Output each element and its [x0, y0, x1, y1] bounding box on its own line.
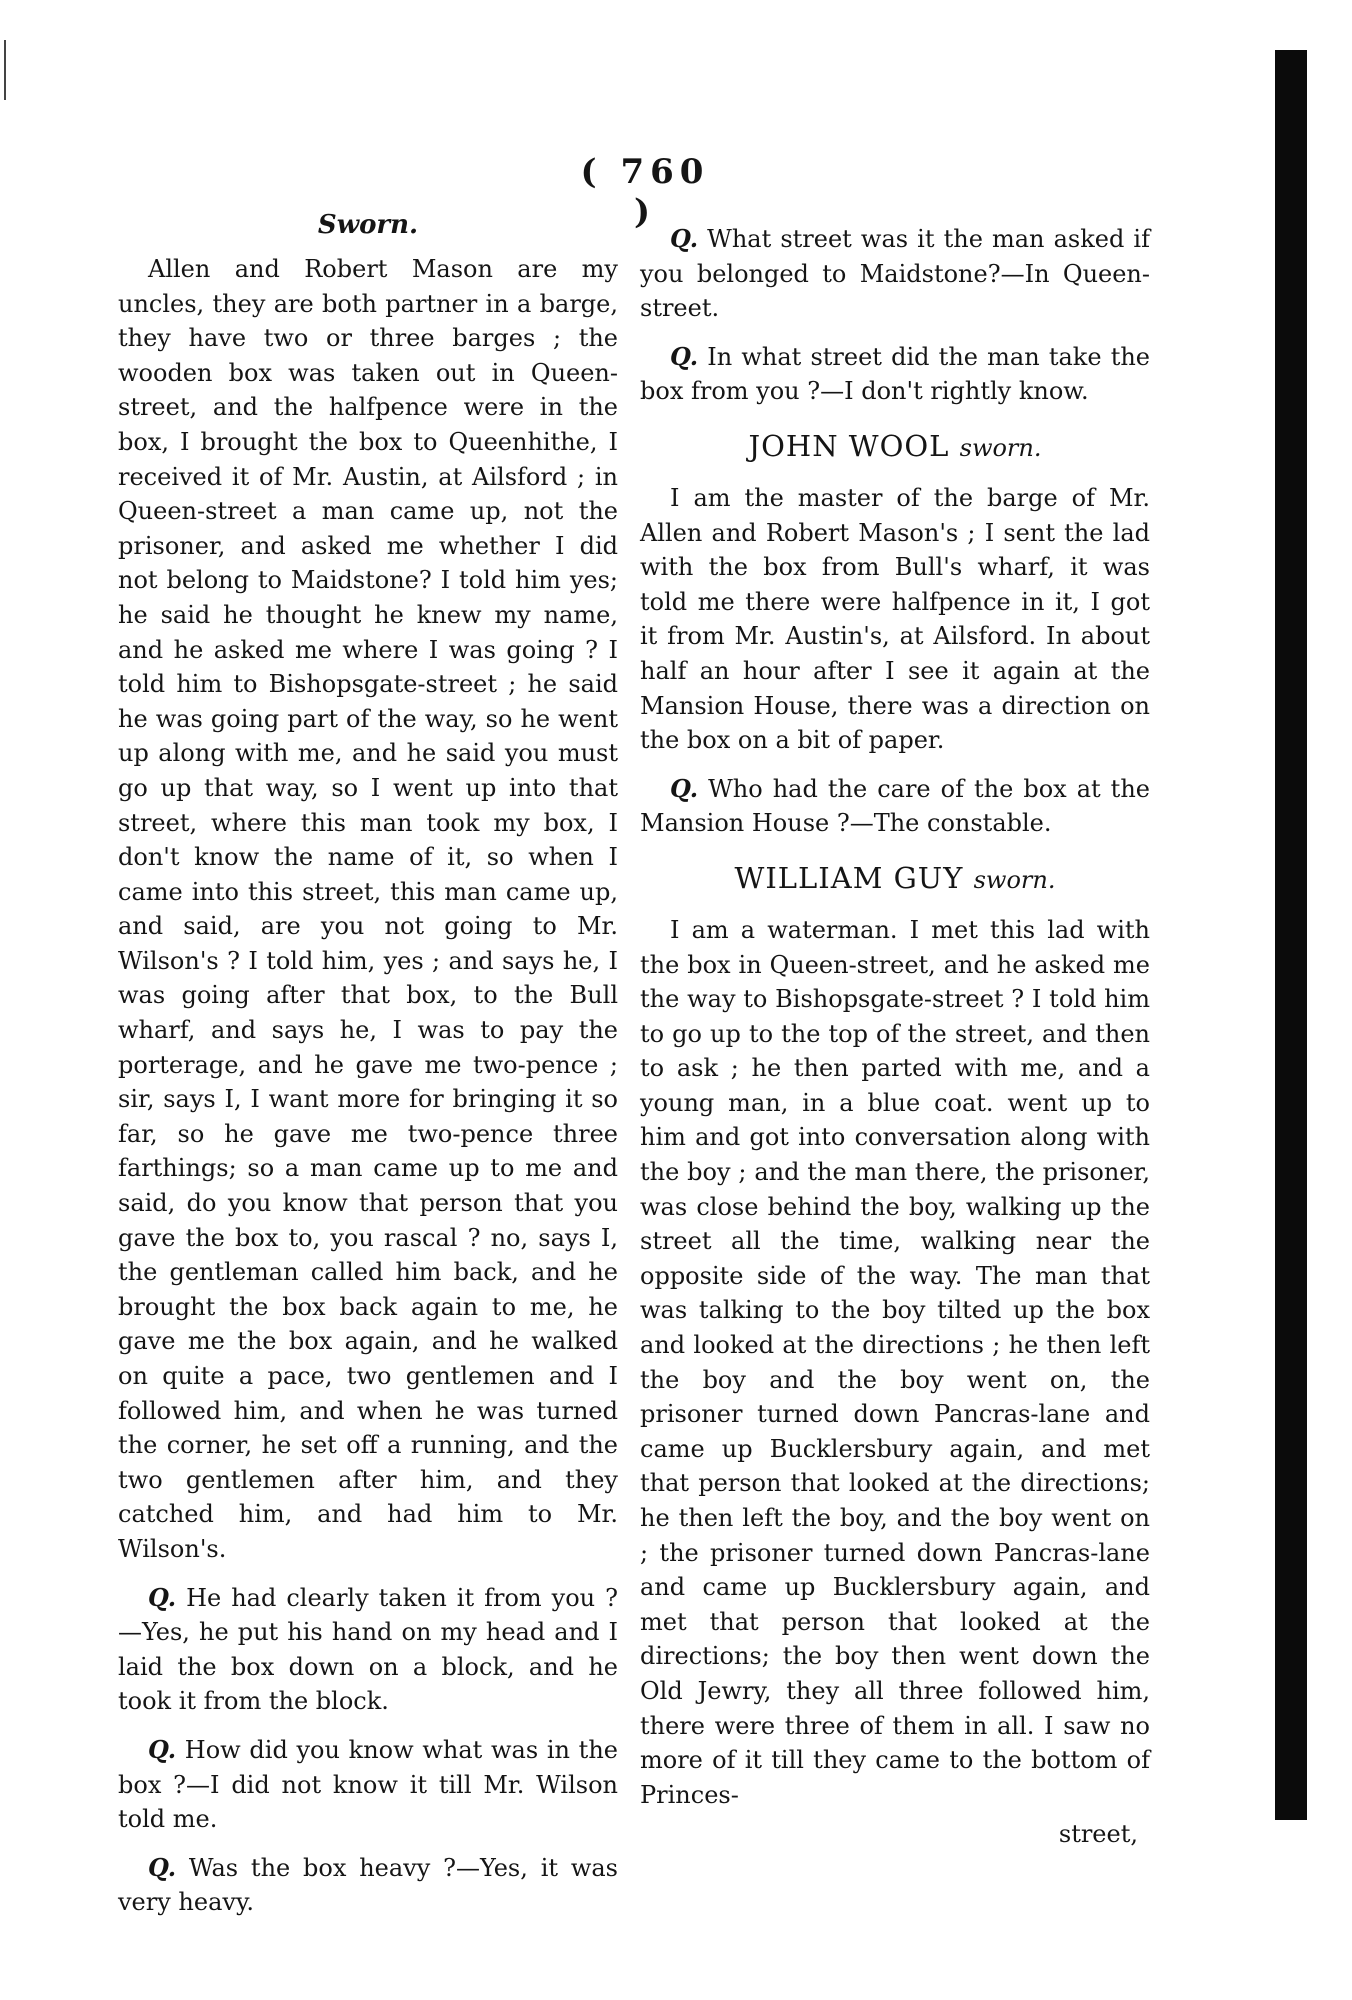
question-mark: Q. — [670, 773, 699, 803]
question-answer — [118, 1851, 618, 1920]
witness-name: WILLIAM GUY — [734, 860, 964, 895]
left-column — [118, 210, 618, 1934]
question-answer — [118, 1581, 618, 1719]
question-answer — [640, 772, 1150, 841]
book-spine-shadow — [1275, 50, 1307, 1820]
qa-text: He had clearly taken it from you ?—Yes, he put his hand on my head and I laid the box down on a block, and he took it from the block. — [118, 1583, 618, 1716]
question-answer — [640, 340, 1150, 409]
catchword: street, — [1058, 1820, 1138, 1849]
testimony-paragraph: I am the master of the barge of Mr. Allen and Robert Mason's ; I sent the lad with the box from Bull's wharf, it was told me there were halfpence in it, I got it from Mr. Austin's, at Ailsford. In about half an hour after I see it again at the Mansion House, there was a direction on the box on a bit of paper. — [640, 483, 1150, 755]
page-edge-mark — [4, 40, 6, 100]
testimony-paragraph: I am a waterman. I met this lad with the box in Queen-street, and he asked me the way to Bishopsgate-street ? I told him to go up to the top of the street, and then to ask ; he then parted with me, and a young man, in a blue coat. went up to him and got into conversation along with the boy ; and the man there, the prisoner, was close behind the boy, walking up the street all the time, walking near the opposite side of the way. The man that was talking to the boy tilted up the box and looked at the directions ; he then left the boy and the boy went on, the prisoner turned down Pancras-lane and came up Bucklersbury again, and met that person that looked at the directions; he then left the boy, and the boy went on ; the prisoner turned down Pancras-lane and came up Bucklersbury again, and met that person that looked at the directions; the boy then went down the Old Jewry, they all three followed him, there were three of them in all. I saw no more of it till they came to the bottom of Princes- — [640, 915, 1150, 1809]
question-answer — [118, 1733, 618, 1837]
qa-text: In what street did the man take the box from you ?—I don't rightly know. — [640, 342, 1150, 406]
sworn-label: sworn. — [959, 433, 1042, 462]
witness-heading — [640, 429, 1150, 463]
qa-text: How did you know what was in the box ?—I did not know it till Mr. Wilson told me. — [118, 1735, 618, 1834]
witness-name: JOHN WOOL — [748, 428, 950, 463]
right-column — [640, 222, 1150, 1848]
witness-heading — [640, 861, 1150, 895]
question-mark: Q. — [670, 341, 699, 371]
page-number: ( 760 ) — [580, 152, 710, 232]
question-mark: Q. — [148, 1582, 177, 1612]
qa-text: What street was it the man asked if you belonged to Maidstone?—In Queen-street. — [640, 225, 1150, 323]
question-mark: Q. — [148, 1734, 177, 1764]
testimony-paragraph: Allen and Robert Mason are my uncles, they are both partner in a barge, they have two or three barges ; the wooden box was taken out in Queen-street, and the halfpence were in the box, I brought the box to Queenhithe, I received it of Mr. Austin, at Ailsford ; in Queen-street a man came up, not the prisoner, and asked me whether I did not belong to Maidstone? I told him yes; he said he thought he knew my name, and he asked me where I was going ? I told him to Bishopsgate-street ; he said he was going part of the way, so he went up along with me, and he said you must go up that way, so I went up into that street, where this man took my box, I don't know the name of it, so when I came into this street, this man came up, and said, are you not going to Mr. Wilson's ? I told him, yes ; and says he, I was going after that box, to the Bull wharf, and says he, I was to pay the porterage, and he gave me two-pence ; sir, says I, I want more for bringing it so far, so he gave me two-pence three farthings; so a man came up to me and said, do you know that person that you gave the box to, you rascal ? no, says I, the gentleman called him back, and he brought the box back again to me, he gave me the box again, and he walked on quite a pace, two gentlemen and I followed him, and when he was turned the corner, he set off a running, and the two gentlemen after him, and they catched him, and had him to Mr. Wilson's. — [118, 255, 618, 1563]
question-mark: Q. — [148, 1852, 177, 1882]
question-mark: Q. — [670, 224, 699, 253]
qa-text: Was the box heavy ?—Yes, it was very heavy. — [118, 1853, 618, 1917]
qa-text: Who had the care of the box at the Mansion House ?—The constable. — [640, 774, 1150, 838]
question-answer — [640, 222, 1150, 326]
sworn-label: Sworn. — [317, 210, 419, 240]
sworn-label: sworn. — [973, 865, 1056, 894]
